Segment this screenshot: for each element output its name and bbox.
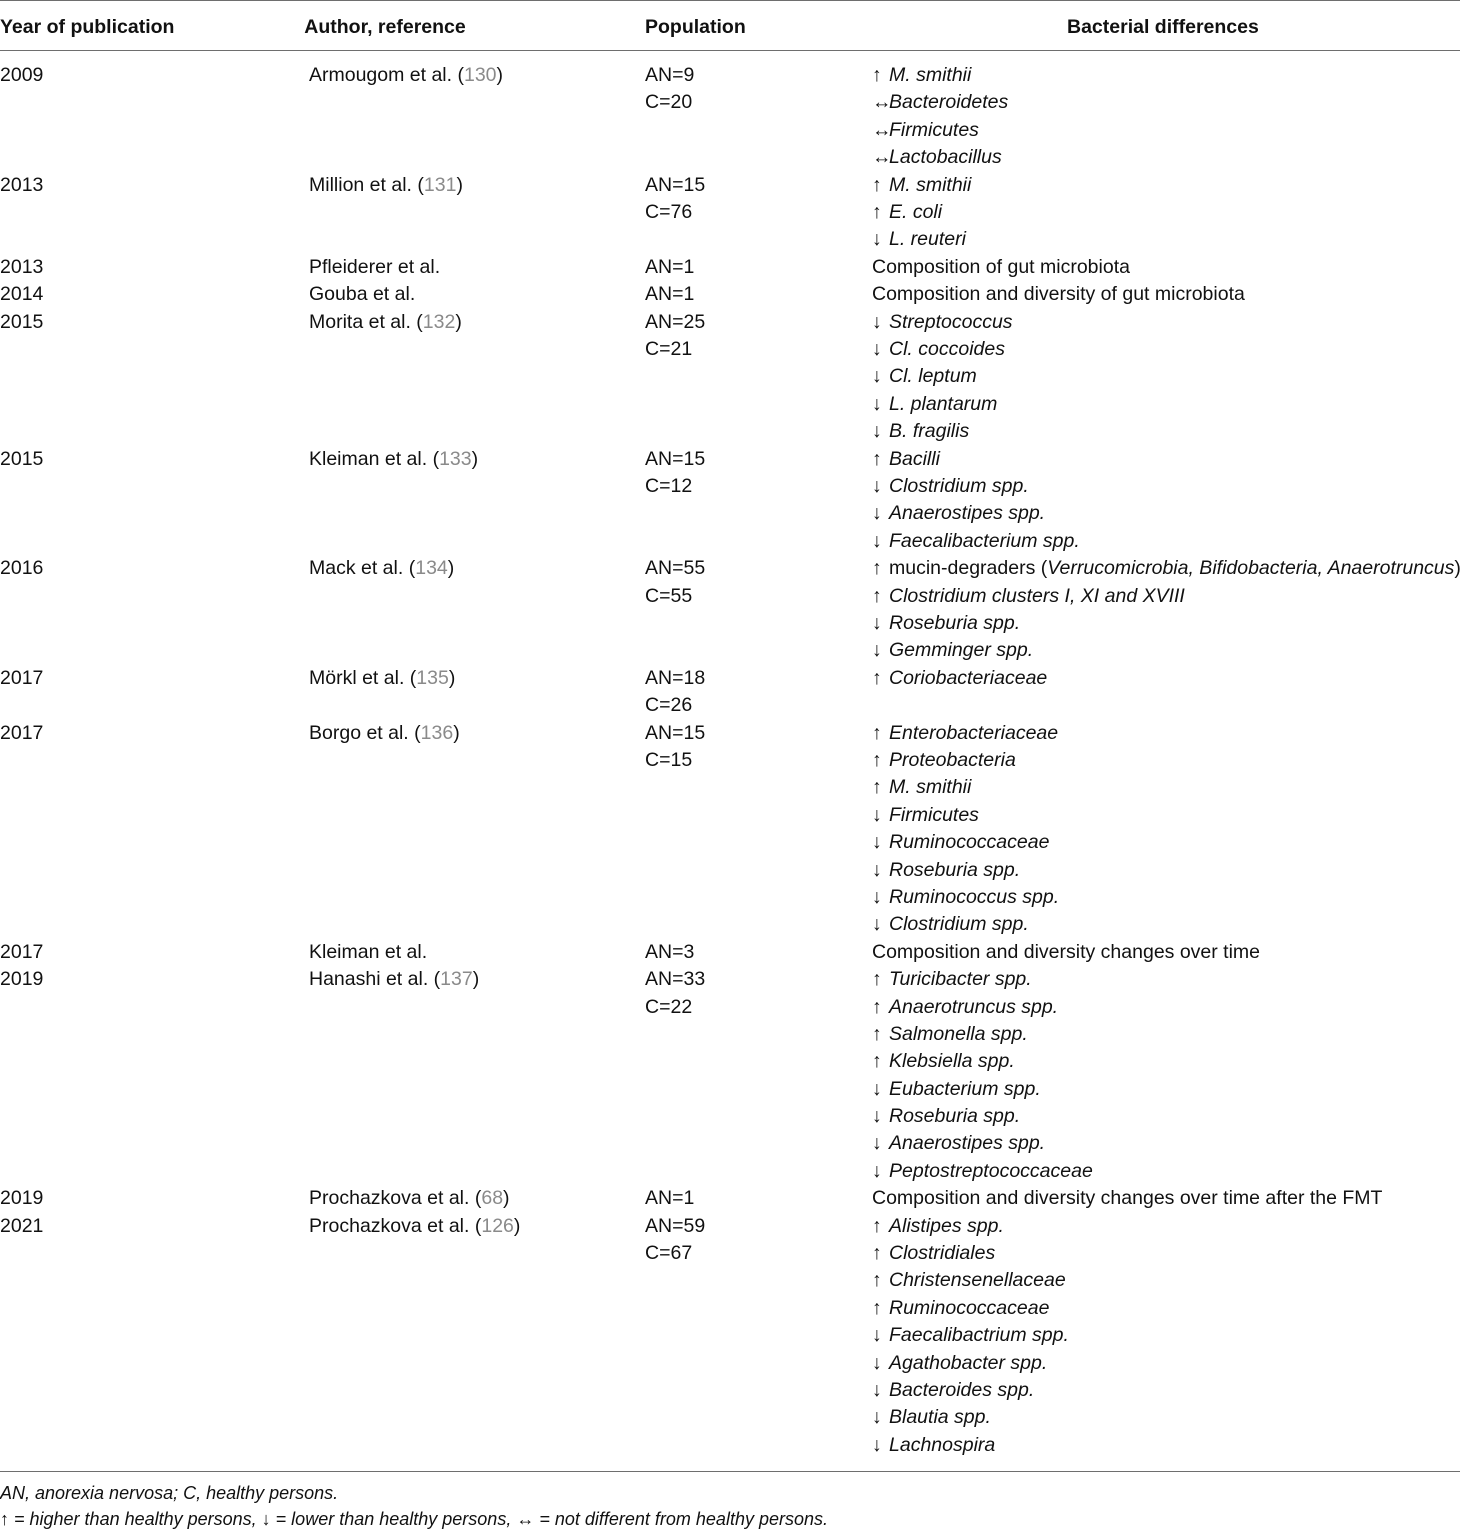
population-cell xyxy=(645,1213,705,1268)
reference-link[interactable]: 134 xyxy=(415,557,448,580)
bacteria-item xyxy=(872,1048,1093,1075)
legend-text: = higher than healthy persons, xyxy=(9,1509,262,1529)
bacteria-item xyxy=(872,1213,1069,1240)
bacteria-item xyxy=(872,1350,1069,1377)
population-value: C=12 xyxy=(645,474,693,497)
bacteria-item xyxy=(872,62,1008,89)
bacteria-name: Faecalibacterium spp. xyxy=(889,529,1080,552)
bacteria-item xyxy=(872,418,1013,445)
bacteria-item xyxy=(872,857,1059,884)
bacteria-name: Clostridiales xyxy=(889,1242,996,1265)
arrow-up-icon: ↑ xyxy=(872,1050,882,1073)
bacteria-item xyxy=(872,500,1080,527)
bacteria-name: Peptostreptococcaceae xyxy=(889,1159,1093,1182)
bacteria-name: Anaerotruncus spp. xyxy=(889,995,1059,1018)
bacteria-name: Anaerostipes spp. xyxy=(889,502,1046,525)
bacteria-item xyxy=(872,1158,1093,1185)
bacteria-item xyxy=(872,1240,1069,1267)
bacteria-name: Clostridium clusters I, XI and XVIII xyxy=(889,584,1185,607)
population-cell xyxy=(645,555,705,610)
arrow-up-icon: ↑ xyxy=(872,1214,882,1237)
bacteria-name: mucin-degraders ( xyxy=(889,557,1048,580)
bacteria-name: M. smithii xyxy=(889,776,972,799)
population-cell xyxy=(645,665,705,720)
author-name: Armougom et al. xyxy=(309,64,453,86)
author-cell xyxy=(309,939,427,966)
bacteria-name: Anaerostipes spp. xyxy=(889,1132,1046,1155)
arrow-up-icon: ↑ xyxy=(872,557,882,580)
bacteria-item xyxy=(872,281,1245,308)
bacteria-item xyxy=(872,473,1080,500)
bacteria-name: Gemminger spp. xyxy=(889,639,1034,662)
population-value: AN=3 xyxy=(645,940,695,963)
arrow-down-icon: ↓ xyxy=(872,474,882,497)
bacteria-examples: Verrucomicrobia, Bifidobacteria, Anaerotruncus xyxy=(1047,557,1455,580)
arrow-down-icon: ↓ xyxy=(872,365,882,388)
bacteria-item xyxy=(872,1103,1093,1130)
bacteria-name: Firmicutes xyxy=(889,118,979,141)
population-cell xyxy=(645,172,705,227)
reference-link[interactable]: 136 xyxy=(420,721,454,744)
bacteria-item xyxy=(872,583,1461,610)
population-value: AN=15 xyxy=(645,721,706,744)
arrow-down-icon: ↓ xyxy=(872,639,882,662)
legend-text: = not different from healthy persons. xyxy=(534,1509,828,1529)
bacteria-item xyxy=(872,1021,1093,1048)
arrow-down-icon: ↓ xyxy=(872,1379,882,1402)
bacteria-item xyxy=(872,610,1461,637)
arrow-down-icon: ↓ xyxy=(872,1433,882,1456)
bacteria-name: Composition of gut microbiota xyxy=(872,255,1130,278)
bacteria-item xyxy=(872,802,1059,829)
year-cell: 2017 xyxy=(0,940,44,963)
arrow-down-icon: ↓ xyxy=(872,1159,882,1182)
author-cell: Morita et al. (132) xyxy=(309,310,462,333)
bacteria-item xyxy=(872,391,1013,418)
bacteria-name: M. smithii xyxy=(889,173,972,196)
bacteria-item xyxy=(872,1322,1069,1349)
author-name: Borgo et al. xyxy=(309,721,409,744)
author-cell: Million et al. (131) xyxy=(309,173,463,196)
bacteria-name: Salmonella spp. xyxy=(889,1022,1028,1045)
bacteria-cell xyxy=(872,446,1080,556)
year-cell: 2013 xyxy=(0,255,44,278)
author-name: Morita et al. xyxy=(309,310,411,333)
year-cell: 2016 xyxy=(0,557,44,580)
bacteria-item xyxy=(872,199,971,226)
bacteria-item xyxy=(872,117,1008,144)
reference-link[interactable]: 135 xyxy=(416,666,449,689)
bacteria-name: Cl. coccoides xyxy=(889,337,1005,360)
bacteria-name: Clostridium spp. xyxy=(889,474,1029,497)
footnote-abbreviations: AN, anorexia nervosa; C, healthy persons. xyxy=(0,1483,339,1503)
bacteria-cell xyxy=(872,555,1461,665)
arrow-down-icon: ↓ xyxy=(872,392,882,415)
population-value: C=55 xyxy=(645,584,693,607)
reference-link[interactable]: 130 xyxy=(463,64,497,86)
arrow-down-icon: ↓ xyxy=(872,1406,882,1429)
bacteria-name: Bacteroidetes xyxy=(889,91,1009,114)
population-value: AN=15 xyxy=(645,173,706,196)
arrow-down-icon: ↓ xyxy=(872,1351,882,1374)
arrow-up-icon: ↑ xyxy=(872,64,882,86)
reference-link[interactable]: 126 xyxy=(481,1214,514,1237)
header-bacteria: Bacterial differences xyxy=(1067,16,1259,38)
arrow-both-icon: ↔ xyxy=(516,1509,535,1529)
table-row xyxy=(0,555,1460,665)
arrow-down-icon: ↓ xyxy=(872,611,882,634)
header-year: Year of publication xyxy=(0,16,175,38)
bacteria-item xyxy=(872,1404,1069,1431)
author-name: Mack et al. xyxy=(309,557,404,580)
author-name: Prochazkova et al. xyxy=(309,1187,470,1210)
population-cell xyxy=(645,254,694,281)
author-cell xyxy=(309,281,415,308)
population-value: AN=55 xyxy=(645,557,706,580)
population-cell xyxy=(645,62,694,117)
bacteria-item xyxy=(872,966,1093,993)
header-rule xyxy=(0,50,1460,51)
year-cell: 2021 xyxy=(0,1214,44,1237)
bacteria-item xyxy=(872,89,1008,116)
bacteria-item xyxy=(872,1432,1069,1459)
arrow-down-icon: ↓ xyxy=(872,913,882,936)
bacteria-name: Faecalibactrium spp. xyxy=(889,1324,1069,1347)
table-row xyxy=(0,309,1460,446)
bacteria-name: Eubacterium spp. xyxy=(889,1077,1041,1100)
table-row xyxy=(0,720,1460,939)
author-name: Million et al. xyxy=(309,173,412,196)
year-cell: 2014 xyxy=(0,283,44,306)
bacteria-item xyxy=(872,254,1130,281)
arrow-down-icon: ↓ xyxy=(872,1324,882,1347)
bacteria-cell xyxy=(872,1185,1382,1212)
year-cell: 2017 xyxy=(0,666,44,689)
reference-link[interactable]: 133 xyxy=(439,447,472,470)
population-value: C=76 xyxy=(645,200,693,223)
table-row xyxy=(0,172,1460,254)
author-name: Kleiman et al. xyxy=(309,447,428,470)
arrow-down-icon: ↓ xyxy=(872,885,882,908)
bacteria-name: Coriobacteriaceae xyxy=(889,666,1048,689)
bacteria-item xyxy=(872,144,1008,171)
bacteria-name: Proteobacteria xyxy=(889,748,1016,771)
bacteria-name: Lachnospira xyxy=(889,1433,996,1456)
author-name: Gouba et al. xyxy=(309,283,416,306)
table-row xyxy=(0,254,1460,281)
arrow-down-icon: ↓ xyxy=(872,420,882,443)
arrow-up-icon: ↑ xyxy=(872,584,882,607)
arrow-up-icon: ↑ xyxy=(872,721,882,744)
arrow-up-icon: ↑ xyxy=(872,776,882,799)
bacteria-name: Klebsiella spp. xyxy=(889,1050,1015,1073)
author-cell: Prochazkova et al. (68) xyxy=(309,1187,510,1210)
population-value: C=15 xyxy=(645,748,693,771)
arrow-down-icon: ↓ xyxy=(872,337,882,360)
bacteria-name: Composition and diversity changes over time xyxy=(872,940,1261,963)
population-value: AN=25 xyxy=(645,310,706,333)
population-value: AN=1 xyxy=(645,283,695,306)
arrow-down-icon: ↓ xyxy=(872,502,882,525)
bacteria-name: Ruminococcus spp. xyxy=(889,885,1060,908)
arrow-down-icon: ↓ xyxy=(872,1132,882,1155)
author-cell: Hanashi et al. (137) xyxy=(309,968,480,991)
bacteria-cell xyxy=(872,309,1013,446)
bacteria-item xyxy=(872,226,971,253)
bacteria-item xyxy=(872,939,1260,966)
population-value: AN=9 xyxy=(645,64,695,86)
population-value: C=21 xyxy=(645,337,693,360)
population-value: C=26 xyxy=(645,694,693,717)
bacteria-name: Ruminococcaceae xyxy=(889,831,1050,854)
bacteria-name: Christensenellaceae xyxy=(889,1269,1066,1292)
bacteria-item xyxy=(872,336,1013,363)
bacteria-item xyxy=(872,1130,1093,1157)
bacteria-item xyxy=(872,446,1080,473)
population-cell xyxy=(645,966,705,1021)
author-cell: Mörkl et al. (135) xyxy=(309,666,456,689)
bacteria-name: Roseburia spp. xyxy=(889,858,1021,881)
bacteria-name: B. fragilis xyxy=(889,420,970,443)
arrow-up-icon: ↑ xyxy=(872,173,882,196)
arrow-down-icon: ↓ xyxy=(872,529,882,552)
author-name: Hanashi et al. xyxy=(309,968,429,991)
table-row xyxy=(0,939,1460,966)
population-cell xyxy=(645,720,705,775)
arrow-up-icon: ↑ xyxy=(872,447,882,470)
population-value: AN=18 xyxy=(645,666,706,689)
author-cell: Borgo et al. (136) xyxy=(309,721,460,744)
table-top-rule xyxy=(0,0,1460,1)
author-cell: Armougom et al. (130) xyxy=(309,64,504,86)
arrow-up-icon: ↑ xyxy=(872,968,882,991)
author-cell: Prochazkova et al. (126) xyxy=(309,1214,521,1237)
bacteria-name: M. smithii xyxy=(889,64,972,86)
bacteria-item xyxy=(872,1377,1069,1404)
bacteria-item xyxy=(872,363,1013,390)
year-cell: 2009 xyxy=(0,64,44,86)
bacteria-name: Turicibacter spp. xyxy=(889,968,1032,991)
bacteria-name: Roseburia spp. xyxy=(889,1105,1021,1128)
bacteria-cell xyxy=(872,720,1059,939)
population-cell xyxy=(645,939,694,966)
table-row xyxy=(0,1185,1460,1212)
author-cell: Mack et al. (134) xyxy=(309,557,455,580)
bacteria-name: Bacilli xyxy=(889,447,940,470)
author-cell: Kleiman et al. (133) xyxy=(309,447,479,470)
arrow-up-icon: ↑ xyxy=(872,200,882,223)
population-value: C=20 xyxy=(645,91,693,114)
bacteria-tail: ) xyxy=(1454,557,1461,580)
arrow-up-icon: ↑ xyxy=(872,1242,882,1265)
arrow-down-icon: ↓ xyxy=(872,831,882,854)
bacteria-item xyxy=(872,637,1461,664)
bacteria-item xyxy=(872,774,1059,801)
population-value: AN=1 xyxy=(645,1187,695,1210)
bacteria-item xyxy=(872,1267,1069,1294)
population-value: AN=15 xyxy=(645,447,706,470)
bacteria-name: Composition and diversity changes over time after the FMT xyxy=(872,1187,1383,1210)
bacteria-item xyxy=(872,1076,1093,1103)
table-row xyxy=(0,62,1460,172)
footnote-arrow-legend xyxy=(0,1506,1460,1532)
arrow-up-icon: ↑ xyxy=(872,748,882,771)
bacteria-cell xyxy=(872,281,1245,308)
bacteria-cell xyxy=(872,966,1093,1185)
arrow-down-icon: ↓ xyxy=(261,1509,271,1529)
bacteria-item xyxy=(872,172,971,199)
population-value: C=67 xyxy=(645,1242,693,1265)
bacteria-name: Cl. leptum xyxy=(889,365,977,388)
arrow-down-icon: ↓ xyxy=(872,310,882,333)
bacteria-cell xyxy=(872,62,1008,172)
arrow-up-icon: ↑ xyxy=(872,666,882,689)
year-cell: 2015 xyxy=(0,310,44,333)
year-cell: 2017 xyxy=(0,721,44,744)
bacteria-name: Agathobacter spp. xyxy=(889,1351,1048,1374)
bacteria-item xyxy=(872,1295,1069,1322)
population-cell xyxy=(645,309,705,364)
table-row xyxy=(0,446,1460,556)
reference-link[interactable]: 68 xyxy=(481,1187,504,1210)
bacteria-name: Firmicutes xyxy=(889,803,979,826)
bacteria-name: Lactobacillus xyxy=(889,146,1002,169)
year-cell: 2019 xyxy=(0,968,44,991)
bacteria-item xyxy=(872,665,1047,692)
year-cell: 2013 xyxy=(0,173,44,196)
bacteria-item xyxy=(872,528,1080,555)
reference-link[interactable]: 132 xyxy=(422,310,456,333)
bacteria-cell xyxy=(872,254,1130,281)
table-bottom-rule xyxy=(0,1471,1460,1472)
reference-link[interactable]: 131 xyxy=(423,173,457,196)
bacteria-item xyxy=(872,720,1059,747)
bacteria-name: Roseburia spp. xyxy=(889,611,1021,634)
bacteria-cell xyxy=(872,939,1260,966)
author-name: Kleiman et al. xyxy=(309,940,428,963)
bacteria-cell xyxy=(872,1213,1069,1460)
author-cell xyxy=(309,254,440,281)
arrow-down-icon: ↓ xyxy=(872,858,882,881)
population-value: AN=59 xyxy=(645,1214,706,1237)
arrow-down-icon: ↓ xyxy=(872,1077,882,1100)
arrow-down-icon: ↓ xyxy=(872,228,882,251)
population-value: C=22 xyxy=(645,995,693,1018)
bacteria-item xyxy=(872,911,1059,938)
bacteria-item xyxy=(872,747,1059,774)
bacteria-item xyxy=(872,555,1461,582)
arrow-both-icon: ↔ xyxy=(872,118,892,141)
population-value: AN=33 xyxy=(645,968,706,991)
year-cell: 2019 xyxy=(0,1187,44,1210)
table-header xyxy=(0,14,1460,40)
arrow-up-icon: ↑ xyxy=(0,1509,9,1529)
header-author: Author, reference xyxy=(304,16,466,38)
population-cell xyxy=(645,281,694,308)
arrow-down-icon: ↓ xyxy=(872,1105,882,1128)
bacteria-item xyxy=(872,829,1059,856)
arrow-both-icon: ↔ xyxy=(872,146,892,169)
table-row xyxy=(0,665,1460,720)
bacteria-name: Ruminococcaceae xyxy=(889,1296,1050,1319)
bacteria-name: Enterobacteriaceae xyxy=(889,721,1059,744)
bacteria-name: Alistipes spp. xyxy=(889,1214,1004,1237)
population-cell xyxy=(645,446,705,501)
table-footnotes xyxy=(0,1480,1460,1532)
table-row xyxy=(0,1213,1460,1460)
population-cell xyxy=(645,1185,694,1212)
author-name: Pfleiderer et al. xyxy=(309,255,441,278)
arrow-up-icon: ↑ xyxy=(872,1269,882,1292)
bacteria-item xyxy=(872,1185,1382,1212)
population-value: AN=1 xyxy=(645,255,695,278)
reference-link[interactable]: 137 xyxy=(440,968,473,991)
bacteria-name: L. reuteri xyxy=(889,228,966,251)
table-body xyxy=(0,62,1460,1459)
bacteria-name: Clostridium spp. xyxy=(889,913,1029,936)
bacteria-name: Bacteroides spp. xyxy=(889,1379,1035,1402)
arrow-up-icon: ↑ xyxy=(872,1022,882,1045)
table-row xyxy=(0,966,1460,1185)
bacteria-name: Streptococcus xyxy=(889,310,1013,333)
bacteria-name: E. coli xyxy=(889,200,943,223)
author-name: Prochazkova et al. xyxy=(309,1214,470,1237)
bacteria-cell xyxy=(872,665,1047,692)
bacteria-item xyxy=(872,994,1093,1021)
bacteria-item xyxy=(872,884,1059,911)
author-name: Mörkl et al. xyxy=(309,666,405,689)
arrow-up-icon: ↑ xyxy=(872,995,882,1018)
arrow-down-icon: ↓ xyxy=(872,803,882,826)
header-population: Population xyxy=(645,16,746,38)
bacteria-name: Blautia spp. xyxy=(889,1406,991,1429)
arrow-both-icon: ↔ xyxy=(872,91,892,114)
bacteria-item xyxy=(872,309,1013,336)
bacteria-name: Composition and diversity of gut microbiota xyxy=(872,283,1245,306)
table-row xyxy=(0,281,1460,308)
arrow-up-icon: ↑ xyxy=(872,1296,882,1319)
bacteria-cell xyxy=(872,172,971,254)
year-cell: 2015 xyxy=(0,447,44,470)
bacteria-name: L. plantarum xyxy=(889,392,998,415)
legend-text: = lower than healthy persons, xyxy=(270,1509,517,1529)
